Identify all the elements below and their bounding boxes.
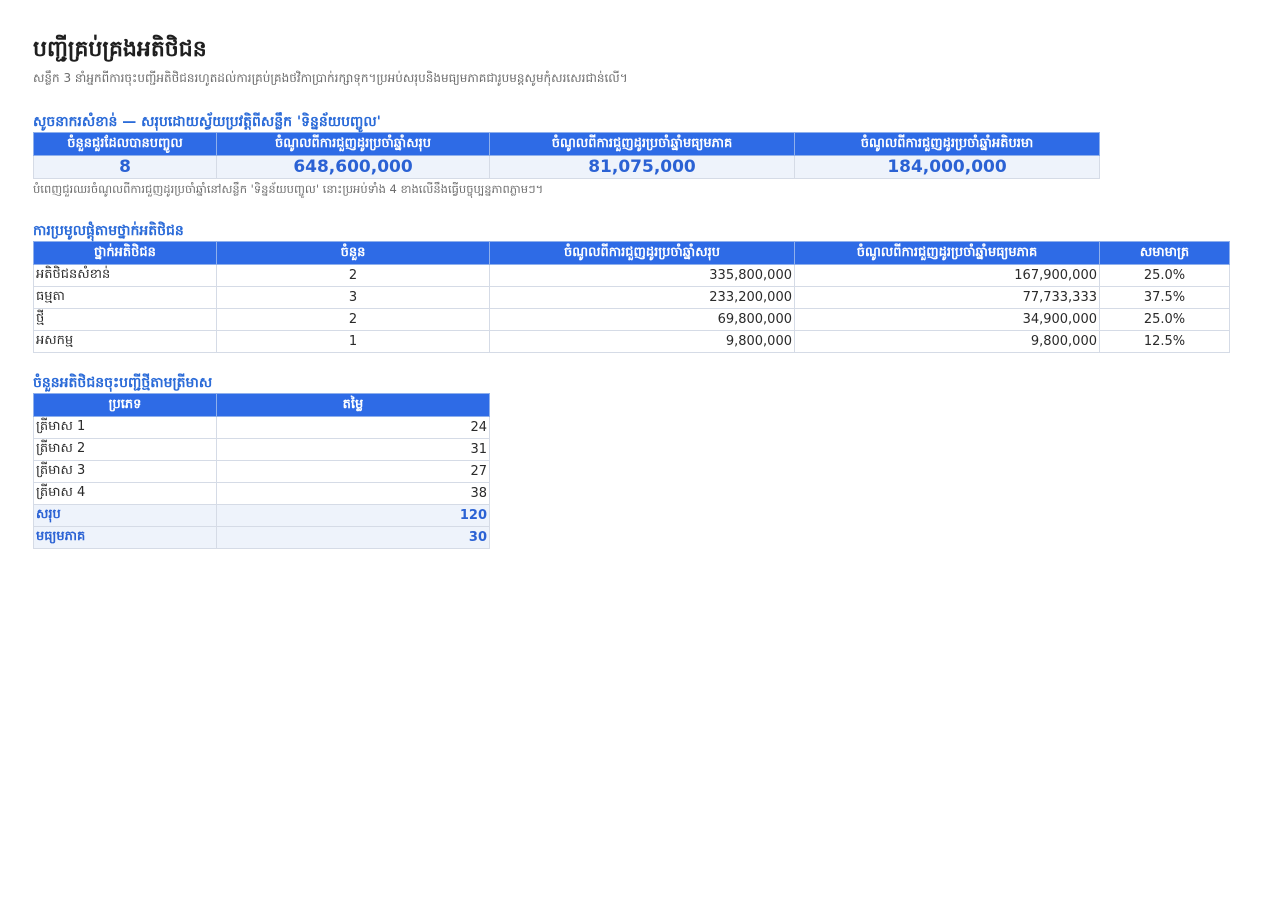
page-subtitle: សន្លឹក 3 នាំអ្នកពីការចុះបញ្ជីអតិថិជនរហូតដល់ការគ្រប់គ្រងថវិកាប្រាក់រក្សាទុក។ប្រអប់សរុបនិងមធ្យមភាគជារូបមន្តសូមកុំសរសេរជាន់លើ។ xyxy=(33,71,628,85)
tier-total-cell[interactable]: 69,800,000 xyxy=(490,309,795,331)
tier-header-ratio[interactable]: សមាមាត្រ xyxy=(1100,242,1230,265)
tier-ratio-cell[interactable]: 25.0% xyxy=(1100,265,1230,287)
kpi-note: បំពេញជួរឈរចំណូលពីការជួញដូរប្រចាំឆ្នាំនៅសន្លឹក 'ទិន្នន័យបញ្ចូល' នោះប្រអប់ទាំង 4 ខាងលើនឹងធ្វើបច្ចុប្បន្នភាពភ្លាមៗ។ xyxy=(33,182,544,196)
tier-total-cell[interactable]: 335,800,000 xyxy=(490,265,795,287)
kpi-header-row xyxy=(34,133,1100,156)
tier-average-cell[interactable]: 9,800,000 xyxy=(795,331,1100,353)
tier-ratio-cell[interactable]: 12.5% xyxy=(1100,331,1230,353)
quarterly-header-row xyxy=(34,394,490,417)
kpi-header-rows-entered[interactable]: ចំនួនជួរដែលបានបញ្ចូល xyxy=(34,133,217,156)
tier-header-row xyxy=(34,242,1230,265)
quarter-value-cell[interactable]: 38 xyxy=(217,483,490,505)
quarterly-table xyxy=(33,393,490,549)
tier-header-average-revenue[interactable]: ចំណូលពីការជួញដូរប្រចាំឆ្នាំមធ្យមភាគ xyxy=(795,242,1100,265)
quarterly-header-value[interactable]: តម្លៃ xyxy=(217,394,490,417)
table-row xyxy=(34,483,490,505)
tier-average-cell[interactable]: 167,900,000 xyxy=(795,265,1100,287)
tier-header-count[interactable]: ចំនួន xyxy=(217,242,490,265)
kpi-value-total-revenue[interactable]: 648,600,000 xyxy=(217,156,490,179)
kpi-table xyxy=(33,132,1100,179)
tier-average-cell[interactable]: 77,733,333 xyxy=(795,287,1100,309)
quarter-value-cell[interactable]: 27 xyxy=(217,461,490,483)
table-row xyxy=(34,265,1230,287)
average-label-cell[interactable]: មធ្យមភាគ xyxy=(34,527,217,549)
tier-total-cell[interactable]: 233,200,000 xyxy=(490,287,795,309)
total-row xyxy=(34,505,490,527)
table-row xyxy=(34,417,490,439)
tier-name-cell[interactable]: ថ្មី xyxy=(34,309,217,331)
tier-count-cell[interactable]: 1 xyxy=(217,331,490,353)
quarter-label-cell[interactable]: ត្រីមាស 3 xyxy=(34,461,217,483)
kpi-value-max-revenue[interactable]: 184,000,000 xyxy=(795,156,1100,179)
tier-header-total-revenue[interactable]: ចំណូលពីការជួញដូរប្រចាំឆ្នាំសរុប xyxy=(490,242,795,265)
tier-name-cell[interactable]: អតិថិជនសំខាន់ xyxy=(34,265,217,287)
table-row xyxy=(34,461,490,483)
tier-section-title: ការប្រមូលផ្តុំតាមថ្នាក់អតិថិជន xyxy=(33,223,184,239)
tier-ratio-cell[interactable]: 25.0% xyxy=(1100,309,1230,331)
quarterly-header-category[interactable]: ប្រភេទ xyxy=(34,394,217,417)
quarter-label-cell[interactable]: ត្រីមាស 1 xyxy=(34,417,217,439)
quarter-value-cell[interactable]: 31 xyxy=(217,439,490,461)
table-row xyxy=(34,439,490,461)
tier-ratio-cell[interactable]: 37.5% xyxy=(1100,287,1230,309)
tier-total-cell[interactable]: 9,800,000 xyxy=(490,331,795,353)
tier-count-cell[interactable]: 3 xyxy=(217,287,490,309)
kpi-header-total-revenue[interactable]: ចំណូលពីការជួញដូរប្រចាំឆ្នាំសរុប xyxy=(217,133,490,156)
kpi-header-max-revenue[interactable]: ចំណូលពីការជួញដូរប្រចាំឆ្នាំអតិបរមា xyxy=(795,133,1100,156)
tier-name-cell[interactable]: ធម្មតា xyxy=(34,287,217,309)
total-value-cell[interactable]: 120 xyxy=(217,505,490,527)
quarter-label-cell[interactable]: ត្រីមាស 4 xyxy=(34,483,217,505)
kpi-value-row xyxy=(34,156,1100,179)
tier-name-cell[interactable]: អសកម្ម xyxy=(34,331,217,353)
tier-count-cell[interactable]: 2 xyxy=(217,309,490,331)
kpi-value-rows-entered[interactable]: 8 xyxy=(34,156,217,179)
kpi-header-average-revenue[interactable]: ចំណូលពីការជួញដូរប្រចាំឆ្នាំមធ្យមភាគ xyxy=(490,133,795,156)
kpi-section-title: សូចនាករសំខាន់ — សរុបដោយស្វ័យប្រវត្តិពីសន្លឹក 'ទិន្នន័យបញ្ចូល' xyxy=(33,114,381,130)
average-value-cell[interactable]: 30 xyxy=(217,527,490,549)
page-title: បញ្ជីគ្រប់គ្រងអតិថិជន xyxy=(33,37,207,62)
sheet-page xyxy=(33,34,1233,549)
table-row xyxy=(34,287,1230,309)
tier-header-tier[interactable]: ថ្នាក់អតិថិជន xyxy=(34,242,217,265)
quarter-value-cell[interactable]: 24 xyxy=(217,417,490,439)
total-label-cell[interactable]: សរុប xyxy=(34,505,217,527)
tier-table xyxy=(33,241,1230,353)
quarterly-section-title: ចំនួនអតិថិជនចុះបញ្ជីថ្មីតាមត្រីមាស xyxy=(33,375,213,391)
kpi-value-average-revenue[interactable]: 81,075,000 xyxy=(490,156,795,179)
tier-average-cell[interactable]: 34,900,000 xyxy=(795,309,1100,331)
average-row xyxy=(34,527,490,549)
table-row xyxy=(34,331,1230,353)
tier-count-cell[interactable]: 2 xyxy=(217,265,490,287)
table-row xyxy=(34,309,1230,331)
quarter-label-cell[interactable]: ត្រីមាស 2 xyxy=(34,439,217,461)
